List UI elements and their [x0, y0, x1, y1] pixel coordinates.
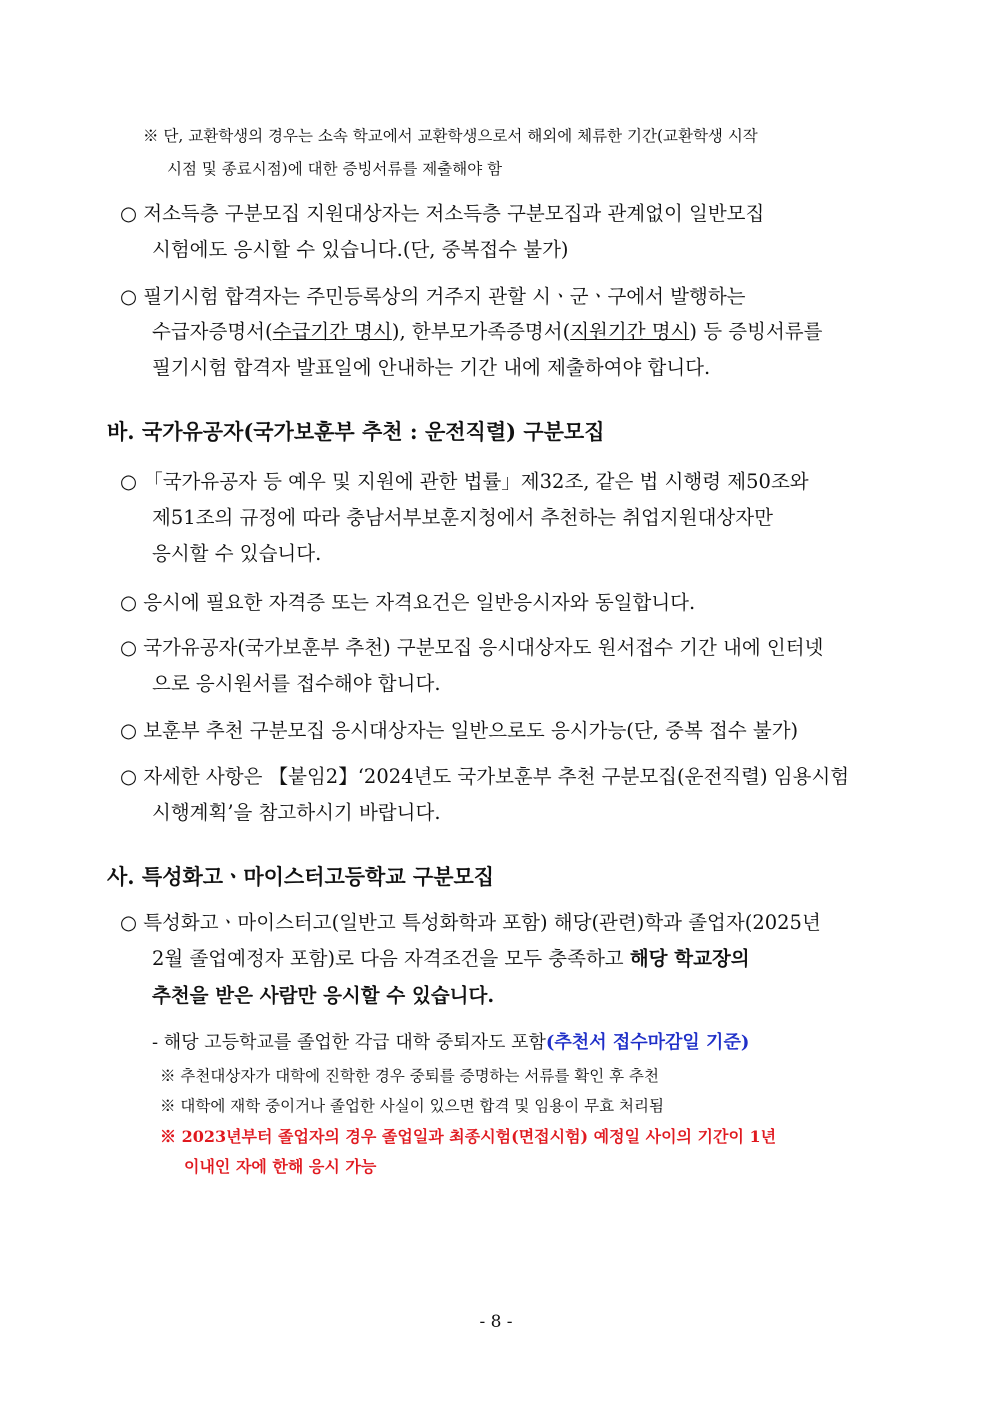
ba-bullet4: ○ 보훈부 추천 구분모집 응시대상자는 일반으로도 응시가능(단, 중복 접수 불가) [120, 719, 799, 742]
documents-text-c: ) 등 증빙서류를 [689, 320, 823, 343]
ba-bullet1-line1: ○ 「국가유공자 등 예우 및 지원에 관한 법률」제32조, 같은 법 시행령 제50조와 [120, 470, 809, 493]
ba-bullet5-line2: 시행계획’을 참고하시기 바랍니다. [152, 801, 441, 824]
note-exchange-student-line2: 시점 및 종료시점)에 대한 증빙서류를 제출해야 함 [167, 160, 503, 178]
sa-note1: ※ 추천대상자가 대학에 진학한 경우 중퇴를 증명하는 서류를 확인 후 추천 [160, 1067, 659, 1085]
sa-note2: ※ 대학에 재학 중이거나 졸업한 사실이 있으면 합격 및 임용이 무효 처리됨 [160, 1097, 664, 1115]
ba-bullet3-line2: 으로 응시원서를 접수해야 합니다. [152, 672, 441, 695]
sa-bullet1-line2-text: 2월 졸업예정자 포함)로 다음 자격조건을 모두 충족하고 [152, 947, 630, 970]
section-heading-ba: 바. 국가유공자(국가보훈부 추천 : 운전직렬) 구분모집 [107, 419, 605, 444]
sa-bullet1-line2-bold: 해당 학교장의 [629, 947, 750, 970]
sa-bullet1-line3-bold: 추천을 받은 사람만 응시할 수 있습니다. [152, 984, 495, 1007]
ba-bullet1-line2: 제51조의 규정에 따라 충남서부보훈지청에서 추천하는 취업지원대상자만 [152, 506, 773, 529]
bullet-documents-line1: ○ 필기시험 합격자는 주민등록상의 거주지 관할 시ㆍ군ㆍ구에서 발행하는 [120, 285, 746, 308]
documents-underline-1: 수급기간 명시 [272, 320, 392, 343]
documents-text-a: 수급자증명서( [152, 320, 273, 343]
bullet-documents-line3: 필기시험 합격자 발표일에 안내하는 기간 내에 제출하여야 합니다. [152, 356, 711, 379]
ba-bullet1-line3: 응시할 수 있습니다. [152, 542, 322, 565]
documents-text-b: ), 한부모가족증명서( [391, 320, 571, 343]
sa-note3-line1: ※ 2023년부터 졸업자의 경우 졸업일과 최종시험(면접시험) 예정일 사이의 기간이 1년 [160, 1127, 777, 1146]
ba-bullet5-line1: ○ 자세한 사항은 【붙임2】‘2024년도 국가보훈부 추천 구분모집(운전직렬) 임용시험 [120, 765, 850, 788]
note-exchange-student-line1: ※ 단, 교환학생의 경우는 소속 학교에서 교환학생으로서 해외에 체류한 기간(교환학생 시작 [143, 127, 758, 145]
documents-underline-2: 지원기간 명시 [570, 320, 690, 343]
sa-dash-text: - 해당 고등학교를 졸업한 각급 대학 중퇴자도 포함 [152, 1032, 546, 1053]
sa-bullet1-line2 [152, 943, 750, 971]
page-number: - 8 - [479, 1312, 513, 1332]
sa-dash-blue: (추천서 접수마감일 기준) [545, 1032, 750, 1053]
ba-bullet3-line1: ○ 국가유공자(국가보훈부 추천) 구분모집 응시대상자도 원서접수 기간 내에 인터넷 [120, 636, 824, 659]
bullet-documents-line2 [152, 316, 822, 344]
sa-bullet1-line1: ○ 특성화고ㆍ마이스터고(일반고 특성화학과 포함) 해당(관련)학과 졸업자(2025년 [120, 911, 821, 934]
sa-note3-line2: 이내인 자에 한해 응시 가능 [184, 1157, 377, 1176]
bullet-low-income-line1: ○ 저소득층 구분모집 지원대상자는 저소득층 구분모집과 관계없이 일반모집 [120, 202, 765, 225]
ba-bullet2: ○ 응시에 필요한 자격증 또는 자격요건은 일반응시자와 동일합니다. [120, 591, 696, 614]
section-heading-sa: 사. 특성화고ㆍ마이스터고등학교 구분모집 [107, 864, 495, 889]
sa-dash-item [152, 1028, 749, 1054]
bullet-low-income-line2: 시험에도 응시할 수 있습니다.(단, 중복접수 불가) [152, 238, 569, 261]
